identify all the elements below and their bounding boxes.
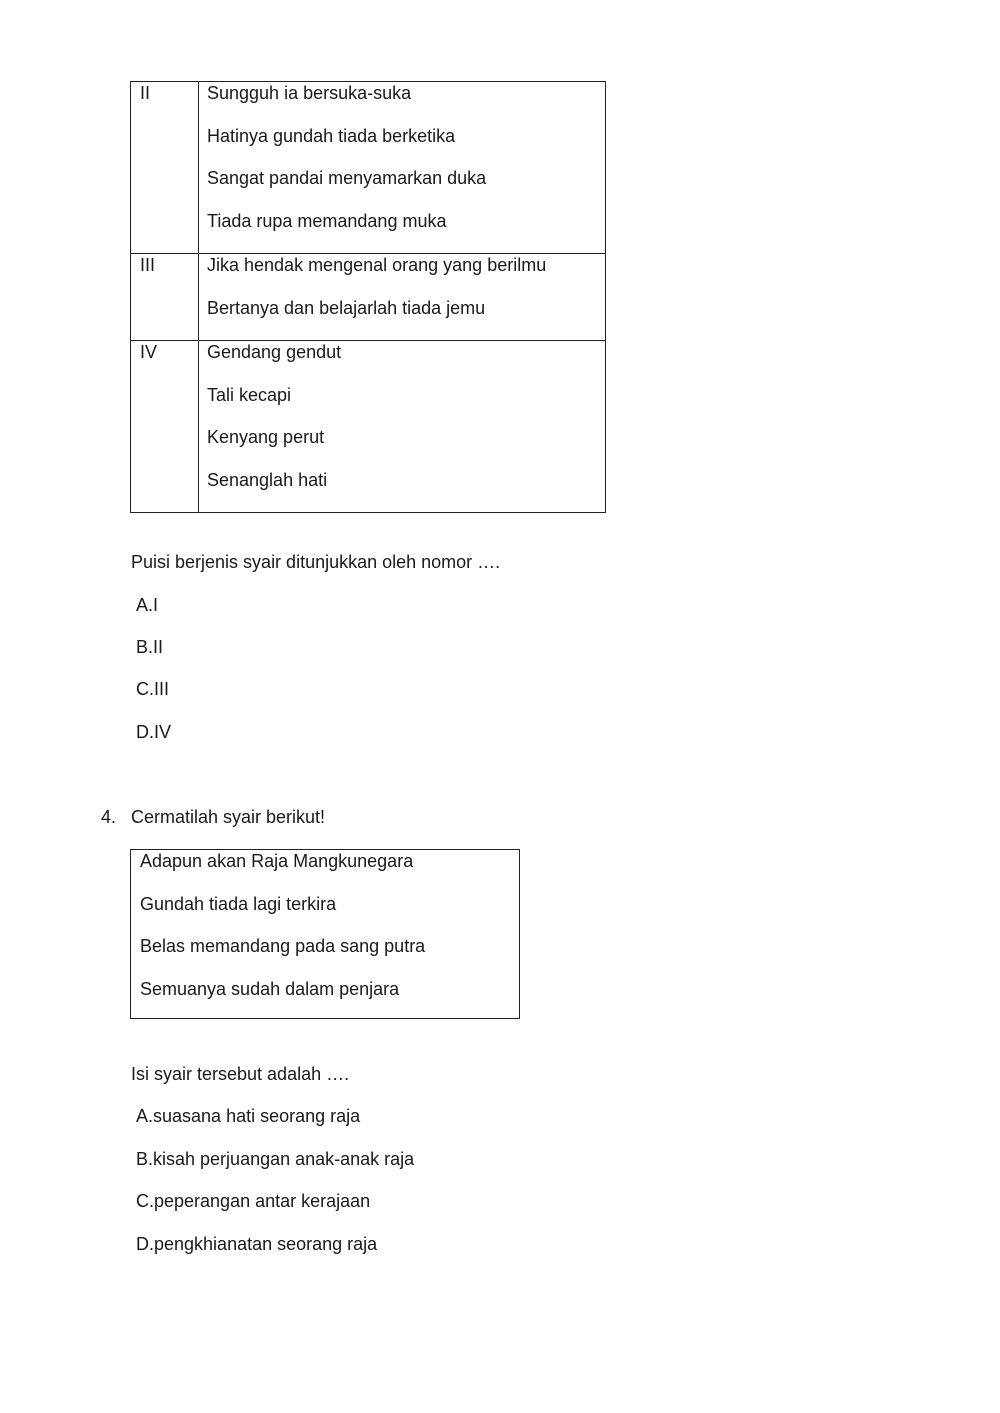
- row-number: IV: [131, 341, 199, 513]
- question-4-option-d[interactable]: [136, 1234, 377, 1254]
- option-letter: D.: [136, 722, 154, 742]
- poem-line: Jika hendak mengenal orang yang berilmu: [207, 255, 547, 275]
- poem-line: Gendang gendut: [207, 342, 342, 362]
- option-text: kisah perjuangan anak-anak raja: [153, 1149, 415, 1169]
- question-3-option-a[interactable]: [136, 595, 158, 615]
- poem-line: Kenyang perut: [207, 427, 325, 447]
- option-letter: A.: [136, 1106, 154, 1126]
- question-4-prompt: Isi syair tersebut adalah ….: [131, 1064, 350, 1084]
- syair-box: [130, 849, 520, 1019]
- poem-line: Adapun akan Raja Mangkunegara: [140, 851, 414, 871]
- option-text: III: [154, 679, 170, 699]
- poem-line: Senanglah hati: [207, 469, 328, 490]
- table-row: [131, 82, 606, 254]
- option-letter: D.: [136, 1234, 154, 1254]
- question-4-option-c[interactable]: [136, 1191, 370, 1211]
- poem-line: Sungguh ia bersuka-suka: [207, 83, 412, 103]
- question-3-option-b[interactable]: [136, 637, 163, 657]
- question-4-number: 4.: [101, 807, 117, 827]
- option-text: pengkhianatan seorang raja: [154, 1234, 378, 1254]
- question-4-option-a[interactable]: [136, 1106, 360, 1126]
- poem-line: Semuanya sudah dalam penjara: [140, 978, 400, 999]
- poem-line: Hatinya gundah tiada berketika: [207, 125, 456, 146]
- poem-line: Gundah tiada lagi terkira: [140, 893, 337, 914]
- option-text: IV: [154, 722, 172, 742]
- row-lines: [199, 254, 606, 341]
- option-text: suasana hati seorang raja: [153, 1106, 361, 1126]
- row-lines: [199, 341, 606, 513]
- option-letter: C.: [136, 679, 154, 699]
- row-number: III: [131, 254, 199, 341]
- option-letter: A.: [136, 595, 154, 615]
- poem-line: Bertanya dan belajarlah tiada jemu: [207, 297, 486, 318]
- row-lines: [199, 82, 606, 254]
- row-number: II: [131, 82, 199, 254]
- option-text: II: [153, 637, 164, 657]
- option-text: peperangan antar kerajaan: [154, 1191, 371, 1211]
- option-letter: B.: [136, 637, 154, 657]
- table-row: [131, 341, 606, 513]
- poem-line: Sangat pandai menyamarkan duka: [207, 168, 487, 188]
- option-letter: B.: [136, 1149, 154, 1169]
- question-3-prompt: Puisi berjenis syair ditunjukkan oleh nomor ….: [131, 552, 501, 572]
- poem-line: Tali kecapi: [207, 384, 292, 405]
- option-text: I: [153, 595, 159, 615]
- question-3-option-c[interactable]: [136, 679, 169, 699]
- table-row: [131, 254, 606, 341]
- option-letter: C.: [136, 1191, 154, 1211]
- question-3-option-d[interactable]: [136, 722, 171, 742]
- poem-table: [130, 81, 606, 513]
- question-4-option-b[interactable]: [136, 1149, 414, 1169]
- poem-line: Belas memandang pada sang putra: [140, 936, 426, 956]
- question-4-instruction: Cermatilah syair berikut!: [131, 807, 326, 827]
- poem-line: Tiada rupa memandang muka: [207, 210, 447, 231]
